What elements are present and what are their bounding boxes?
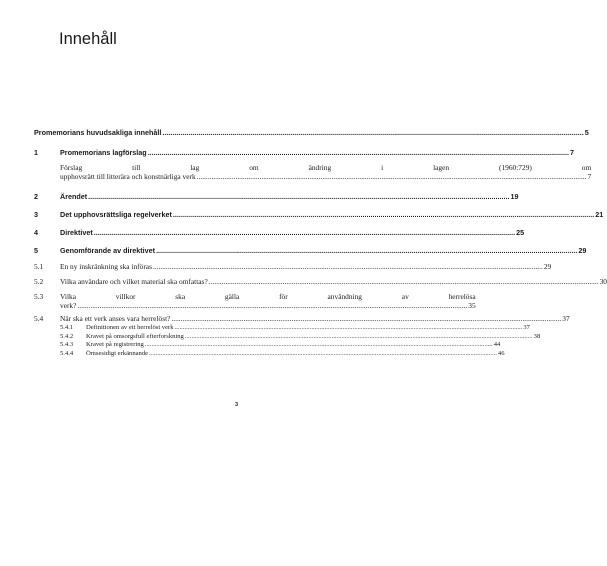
toc-chapter-number: 4 [34,228,38,237]
page-title: Innehåll [59,30,117,48]
toc-page-number: 30 [599,277,607,286]
toc-entry-text: Vilka användare och vilket material ska omfattas? [60,277,208,286]
toc-leader-dots [175,324,523,331]
toc-entry-body [60,292,476,310]
toc-entry-text-line-1: Vilka villkor ska gälla för användning av herrelösa [60,292,476,301]
toc-page-number: 37 [562,314,570,323]
toc-page-number: 29 [578,246,587,255]
toc-leader-dots [88,192,509,201]
toc-chapter-number: 5 [34,246,38,255]
toc-entry-text: När ska ett verk anses vara herrelöst? [60,314,171,323]
toc-chapter-number-spacer [34,163,60,181]
toc-entry-text: Genomförande av direktivet [60,246,156,255]
toc-entry-section-5-3[interactable] [34,292,476,310]
toc-leader-dots [197,172,587,181]
toc-entry-chapter-2[interactable] [34,192,519,201]
toc-page-number: 21 [595,210,604,219]
toc-chapter-number: 3 [34,210,38,219]
toc-entry-text: Ömsesidigt erkännande [86,350,149,357]
page-number: 3 [235,402,239,408]
toc-leader-dots [148,148,569,157]
toc-entry-law-proposal[interactable] [34,163,592,181]
toc-subsection-number: 5.4.1 [60,324,74,331]
toc-entry-text: Ärendet [60,192,88,201]
toc-entry-text: Direktivet [60,228,93,237]
toc-entry-section-5-4-1[interactable] [34,324,530,331]
toc-page-number: 25 [516,228,525,237]
toc-page-number: 19 [510,192,519,201]
toc-entry-text: Promemorians huvudsakliga innehåll [34,128,162,137]
toc-entry-section-5-4-2[interactable] [34,333,541,340]
toc-entry-section-5-4-4[interactable] [34,350,505,357]
toc-subsection-number: 5.4.2 [60,333,74,340]
toc-entry-body [60,163,591,181]
toc-page-number: 37 [523,324,530,331]
toc-leader-dots [209,277,599,286]
toc-page-number: 29 [543,262,552,271]
toc-page-number: 7 [570,148,575,157]
toc-page-number: 5 [584,128,589,137]
toc-chapter-number: 2 [34,192,38,201]
toc-entry-text-line-2: upphovsrätt till litterära och konstnärliga verk [60,172,196,181]
toc-section-number: 5.1 [34,262,44,271]
toc-page-number: 44 [493,341,501,348]
toc-leader-dots [149,350,497,357]
toc-leader-dots [173,210,594,219]
toc-chapter-number: 1 [34,148,38,157]
toc-entry-chapter-5[interactable] [34,246,587,255]
toc-entry-text: Kravet på omsorgsfull efterforskning [86,333,184,340]
toc-section-number: 5.4 [34,314,44,323]
toc-leader-dots [162,128,583,137]
toc-entry-text: Det upphovsrättsliga regelverket [60,210,172,219]
toc-entry-chapter-3[interactable] [34,210,604,219]
toc-entry-line-2 [60,301,476,310]
toc-entry-section-5-2[interactable] [34,277,607,286]
toc-leader-dots [77,301,467,310]
toc-leader-dots [94,228,515,237]
toc-entry-text: En ny inskränkning ska införas [60,262,152,271]
toc-entry-section-5-4-3[interactable] [34,341,501,348]
toc-leader-dots [185,333,533,340]
toc-entry-text: Definitionen av ett herrelöst verk [86,324,174,331]
toc-entry-text-line-1: Förslag till lag om ändring i lagen (1960:729) om [60,163,592,172]
toc-leader-dots [145,341,493,348]
toc-leader-dots [171,314,561,323]
toc-section-number: 5.3 [34,292,44,301]
toc-subsection-number: 5.4.4 [60,350,74,357]
toc-page-number: 35 [468,301,476,310]
toc-page-number: 7 [587,172,592,181]
toc-entry-text-line-2: verk? [60,301,77,310]
toc-entry-line-2 [60,172,591,181]
toc-page-number: 46 [497,350,505,357]
toc-entry-chapter-4[interactable] [34,228,525,237]
toc-entry-section-5-1[interactable] [34,262,552,271]
toc-leader-dots [156,246,577,255]
toc-entry-section-5-4[interactable] [34,314,570,323]
toc-page-number: 38 [533,333,541,340]
toc-subsection-number: 5.4.3 [60,341,74,348]
toc-entry-chapter-1[interactable] [34,148,575,157]
toc-leader-dots [153,262,543,271]
toc-entry-text: Kravet på registrering [86,341,144,348]
toc-entry-summary[interactable] [34,128,589,137]
toc-entry-text: Promemorians lagförslag [60,148,147,157]
toc-section-number: 5.2 [34,277,44,286]
